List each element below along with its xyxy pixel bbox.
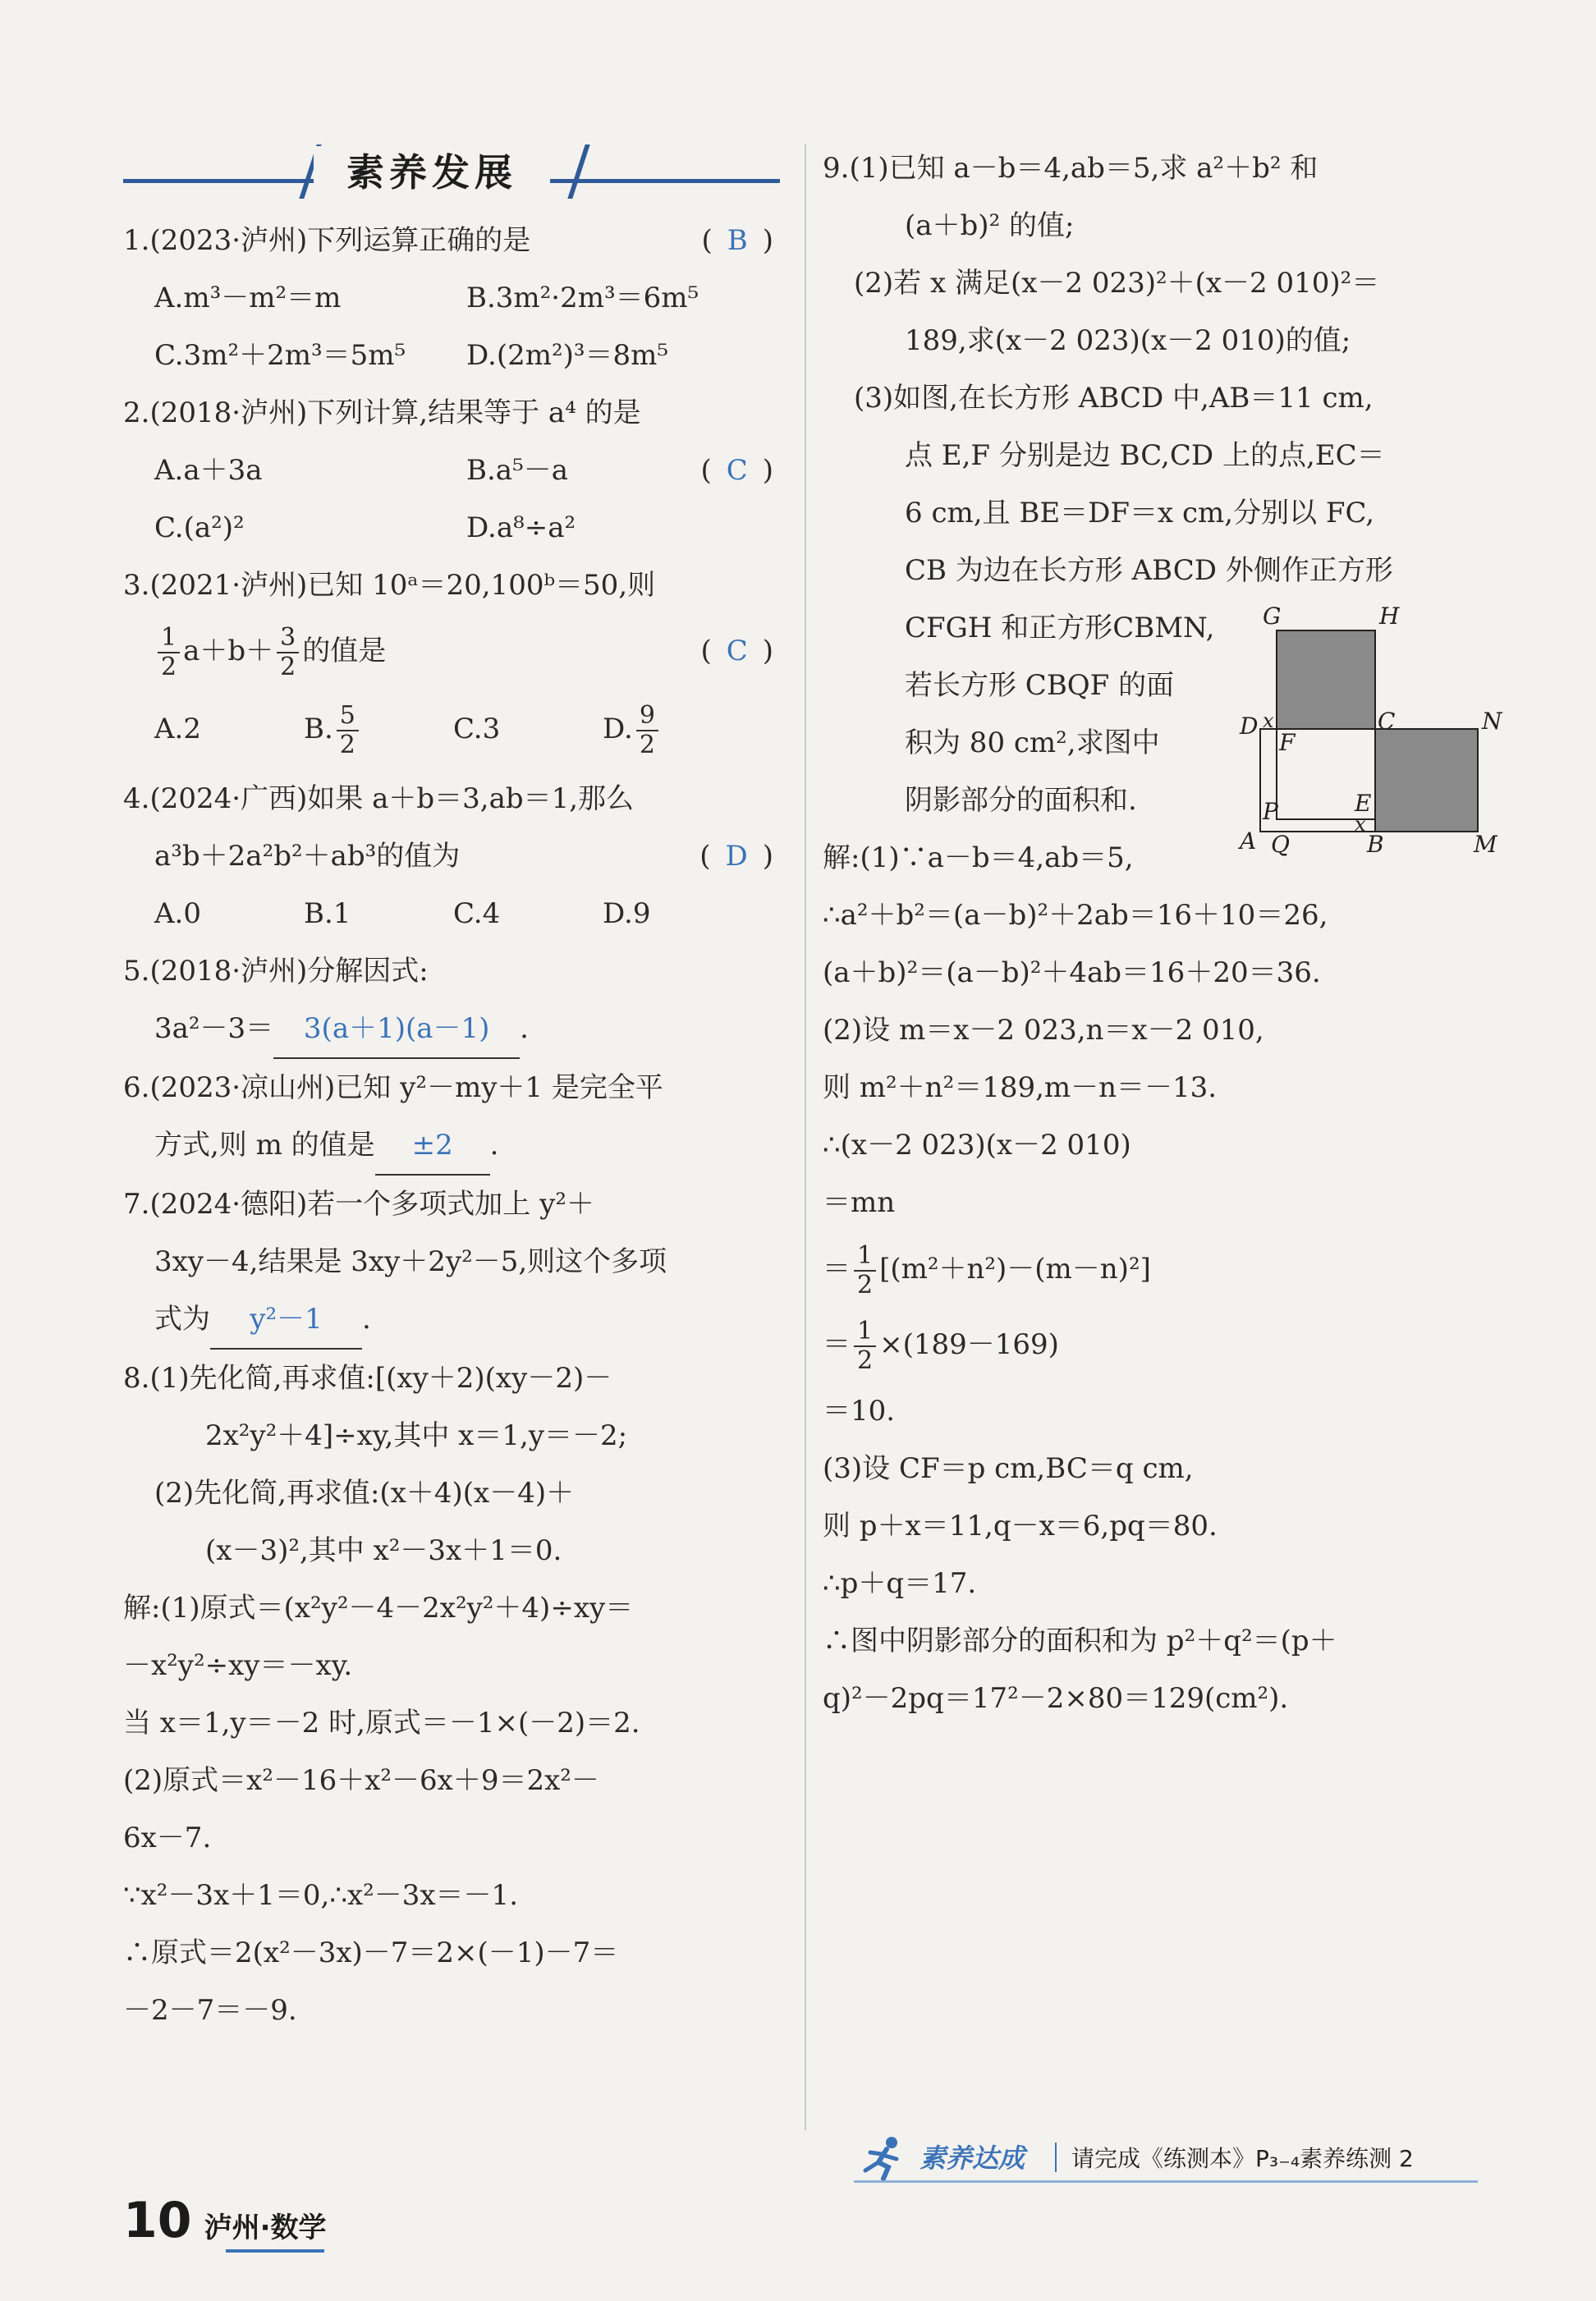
solution-line: ∴图中阴影部分的面积和为 p²＋q²＝(p＋ [823,1625,1337,1657]
numerator: 3 [277,624,299,653]
solution-line: ＝mn [823,1186,896,1219]
question-9-cont: CB 为边在长方形 ABCD 外侧作正方形 [905,554,1393,587]
question-9-cont: (a＋b)² 的值; [905,209,1075,242]
solution-line: (3)设 CF＝p cm,BC＝q cm, [823,1452,1194,1485]
footer-rule [854,2180,1478,2183]
footer-banner [854,2134,1478,2184]
denominator: 2 [857,1271,874,1299]
label-b: B [1367,831,1384,858]
option-b: B.3m²·2m³＝6m⁵ [466,282,699,314]
option-d [603,688,752,770]
denominator: 2 [280,653,296,681]
label-a: A [1240,827,1257,855]
answer-blank: 3(a＋1)(a－1) [273,1000,520,1059]
option-c: C.(a²)² [154,511,245,544]
question-5: 5.(2018·泸州)分解因式: [123,955,429,988]
option-b: B.1 [304,897,351,930]
expression-text: ×(189－169) [879,1328,1059,1361]
question-6-cont [123,1116,788,1176]
fraction [636,702,658,759]
numerator: 1 [158,624,180,653]
question-3-expression [123,614,788,688]
left-column: 素养发展 1.(2023·泸州)下列运算正确的是 (B) A.m³－m²＝m B.3m²·2m³＝6m⁵ C.3m²＋2m³＝5m⁵ D.(2m²)³＝8m⁵ 2.(2018·泸州)下列计算,结果等于 a⁴ 的是 (C) A.a＋3a B.a⁵－a C.(a²)² D.a⁸÷a² 3.(2021·泸州)已知 10ᵃ＝20,100ᵇ＝50,则 $\frac{1}{2}$ a＋b＋ $\frac{3}{2}$ 的值是 (C) A.2 B. $\frac{5}{2}$ C.3 D. $\frac{9}{2}$ 4.(2024·广西)如果 a＋b＝3,ab＝1,那么 a³b＋2a²b²＋ab³的值为 (D) A.0 B.1 C.4 D.9 5.(2018·泸州)分解因式: 3a²－3＝ 3(a＋1)(a－1) . 6.(2023·凉山州)已知 y²－my＋1 是完全平 方式,则 m 的值是 ±2 . 7.(2024·德阳)若一个多项式加上 y²＋ 3xy－4,结果是 3xy＋2y²－5,则这个多项 式为 y²－1 . 8.(1)先化简,再求值:[(xy＋2)(xy－2)－ 2x²y²＋4]÷xy,其中 x＝1,y＝－2; (2)先化简,再求值:(x＋4)(x－4)＋ (x－3)²,其中 x²－3x＋1＝0. 解:(1)原式＝(x²y²－4－2x²y²＋4)÷xy＝ －x²y²÷xy＝－xy. 当 x＝1,y＝－2 时,原式＝－1×(－2)＝2. (2)原式＝x²－16＋x²－6x＋9＝2x²－ 6x－7. ∵x²－3x＋1＝0,∴x²－3x＝－1. ∴原式＝2(x²－3x)－7＝2×(－1)－7＝ －2－7＝－9. [123,140,788,2039]
options [123,327,788,384]
runner-icon [854,2134,911,2180]
header-slash [567,144,589,199]
question-9-cont: 点 E,F 分别是边 BC,CD 上的点,EC＝ [905,439,1385,472]
right-column [823,140,1496,1727]
page-footer [123,2192,327,2249]
question-1 [123,212,788,269]
question-7-cont: 3xy－4,结果是 3xy＋2y²－5,则这个多项 [154,1245,667,1278]
question-9-cont: 阴影部分的面积和. [905,784,1137,817]
label-d: D [1240,713,1259,740]
option-c: C.3 [453,713,501,745]
fraction [277,624,299,681]
question-8: 8.(1)先化简,再求值:[(xy＋2)(xy－2)－ [123,1362,612,1395]
solution-line: 6x－7. [123,1822,212,1854]
solution-line: ∴原式＝2(x²－3x)－7＝2×(－1)－7＝ [123,1937,619,1969]
solution-line: ＝10. [823,1395,896,1428]
label-p: P [1263,798,1278,825]
label-e: E [1355,790,1372,817]
question-7: 7.(2024·德阳)若一个多项式加上 y²＋ [123,1188,594,1221]
answer-blank: ±2 [375,1116,490,1176]
answer-paren: (D) [699,840,788,873]
question-stem: a³b＋2a²b²＋ab³的值为 [154,840,461,873]
denominator: 2 [339,731,355,759]
numerator: 1 [854,1242,876,1272]
numerator: 1 [854,1318,876,1347]
solution-line: 则 m²＋n²＝189,m－n＝－13. [823,1071,1218,1104]
question-5-expression [123,1000,788,1059]
page-number: 10 [123,2192,192,2249]
label-q: Q [1271,831,1290,858]
question-4-cont [123,827,788,885]
solution-line: 则 p＋x＝11,q－x＝6,pq＝80. [823,1510,1218,1542]
section-header [123,140,788,205]
question-9-part3: (3)如图,在长方形 ABCD 中,AB＝11 cm, [854,382,1374,415]
expression-text: a＋b＋ [183,635,274,667]
separator [1055,2143,1057,2172]
option-c: C.4 [453,897,501,930]
option-label: B. [304,713,333,745]
brand-label: 素养达成 [920,2143,1025,2174]
fraction [337,702,359,759]
solution-line: (2)设 m＝x－2 023,n＝x－2 010, [823,1014,1264,1047]
section-title: 素养发展 [314,146,550,199]
answer: B [727,224,763,257]
option-a: A.2 [154,713,201,745]
label-n: N [1482,708,1502,735]
label-g: G [1263,603,1282,630]
question-9-cont: CFGH 和正方形CBMN, [905,612,1215,644]
solution-line: ∴p＋q＝17. [823,1567,977,1600]
question-4: 4.(2024·广西)如果 a＋b＝3,ab＝1,那么 [123,782,635,815]
options [123,442,700,499]
solution-line: q)²－2pq＝17²－2×80＝129(cm²). [823,1682,1289,1715]
option-d: D.9 [603,897,651,930]
expression-text: [(m²＋n²)－(m－n)²] [879,1253,1151,1286]
expression-text: 3a²－3＝ [154,1012,274,1045]
question-7-cont [123,1290,788,1350]
footer-note: 请完成《练测本》P₃₋₄素养练测 2 [1071,2145,1414,2172]
answer-blank: y²－1 [210,1290,362,1350]
solution-line: －2－7＝－9. [123,1994,297,2027]
denominator: 2 [857,1346,874,1375]
question-9-cont: 若长方形 CBQF 的面 [905,669,1175,702]
solution-line: －x²y²÷xy＝－xy. [123,1649,353,1682]
question-9-cont: 189,求(x－2 023)(x－2 010)的值; [905,324,1351,357]
answer: C [726,635,763,667]
solution-line: ∴a²＋b²＝(a－b)²＋2ab＝16＋10＝26, [823,899,1328,932]
answer: C [726,454,763,487]
period: . [489,1129,499,1162]
answer: D [725,840,763,873]
options [123,885,788,942]
solution-line: (2)原式＝x²－16＋x²－6x＋9＝2x²－ [123,1764,599,1797]
period: . [362,1303,371,1336]
label-x: x [1355,813,1366,836]
option-a: A.0 [154,897,201,930]
geometry-figure [1240,603,1502,858]
denominator: 2 [639,731,655,759]
question-3: 3.(2021·泸州)已知 10ᵃ＝20,100ᵇ＝50,则 [123,569,656,602]
solution-line [823,1231,1496,1307]
option-b: B.a⁵－a [466,454,568,487]
denominator: 2 [161,653,177,681]
question-stem: 方式,则 m 的值是 [154,1129,375,1162]
answer-paren: (B) [701,224,788,257]
option-a: A.m³－m²＝m [154,282,342,314]
label-f: F [1279,729,1296,756]
square-cfgh [1277,630,1375,729]
options [123,269,788,327]
solution-line: 当 x＝1,y＝－2 时,原式＝－1×(－2)＝2. [123,1707,640,1740]
option-a: A.a＋3a [154,454,263,487]
option-d: D.(2m²)³＝8m⁵ [466,339,669,372]
answer-paren: (C) [700,635,788,667]
question-9: 9.(1)已知 a－b＝4,ab＝5,求 a²＋b² 和 [823,152,1319,185]
option-label: D. [603,713,633,745]
solution-line: ∵x²－3x＋1＝0,∴x²－3x＝－1. [123,1879,518,1912]
column-divider [805,144,806,2130]
numerator: 9 [636,702,658,731]
question-9-part2: (2)若 x 满足(x－2 023)²＋(x－2 010)²＝ [854,267,1380,300]
label-x: x [1263,709,1274,732]
book-title: 泸州·数学 [204,2212,327,2244]
solution-line: 解:(1)∵a－b＝4,ab＝5, [823,841,1134,874]
solution-line: (a＋b)²＝(a－b)²＋4ab＝16＋20＝36. [823,956,1321,989]
question-9-cont: 积为 80 cm²,求图中 [905,727,1160,759]
option-d: D.a⁸÷a² [466,511,576,544]
question-8-part2: (2)先化简,再求值:(x＋4)(x－4)＋ [154,1477,575,1510]
option-b [304,688,453,770]
solution-line: 解:(1)原式＝(x²y²－4－2x²y²＋4)÷xy＝ [123,1592,634,1625]
question-8-cont: 2x²y²＋4]÷xy,其中 x＝1,y＝－2; [205,1419,628,1452]
options [123,688,788,770]
question-6: 6.(2023·凉山州)已知 y²－my＋1 是完全平 [123,1071,663,1104]
footer-underline [226,2249,324,2253]
options [123,499,788,557]
solution-line: ∴(x－2 023)(x－2 010) [823,1129,1131,1162]
expression-text: ＝ [823,1328,851,1361]
fraction [854,1318,876,1375]
option-c: C.3m²＋2m³＝5m⁵ [154,339,406,372]
expression-text: ＝ [823,1253,851,1286]
fraction [158,624,180,681]
label-c: C [1378,708,1396,735]
period: . [520,1012,529,1045]
fraction [854,1242,876,1299]
expression-text: 的值是 [302,635,387,667]
numerator: 5 [337,702,359,731]
question-8-cont: (x－3)²,其中 x²－3x＋1＝0. [205,1534,562,1567]
question-stem: 式为 [154,1303,210,1336]
label-m: M [1474,831,1497,858]
label-h: H [1379,603,1400,630]
solution-line [823,1307,1496,1382]
question-stem: 1.(2023·泸州)下列运算正确的是 [123,224,531,257]
question-2: 2.(2018·泸州)下列计算,结果等于 a⁴ 的是 [123,396,641,429]
square-cbmn [1375,729,1478,832]
question-9-cont: 6 cm,且 BE＝DF＝x cm,分别以 FC, [905,497,1375,529]
